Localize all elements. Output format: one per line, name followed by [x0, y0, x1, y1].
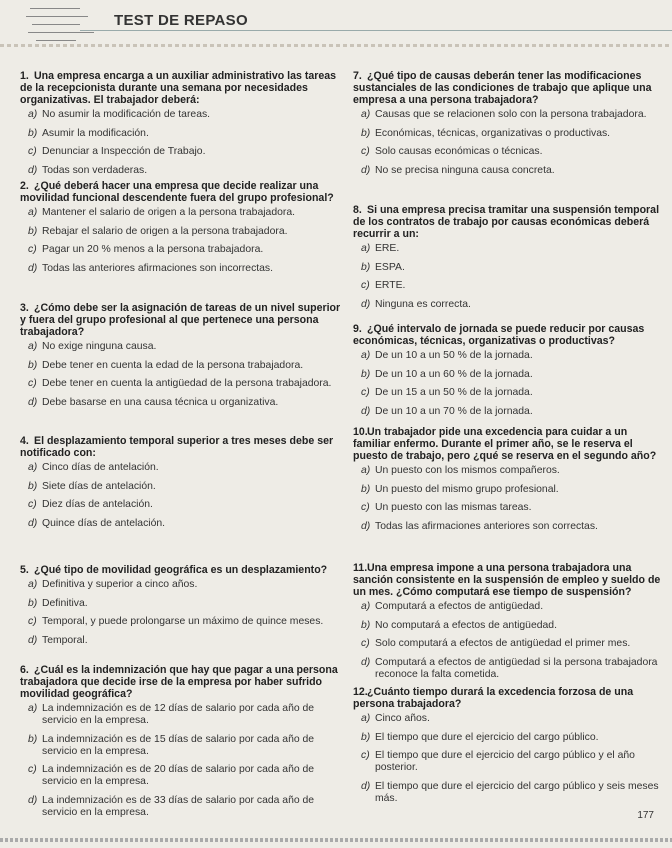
- option-text: Definitiva.: [42, 597, 88, 609]
- answer-option: [28, 109, 345, 121]
- option-letter: d): [361, 656, 371, 668]
- answer-option: [28, 378, 345, 390]
- option-text: De un 10 a un 60 % de la jornada.: [375, 368, 533, 380]
- answer-option: [28, 616, 345, 628]
- answer-options: [20, 579, 345, 647]
- answer-option: [28, 635, 345, 647]
- question-text: [353, 70, 665, 106]
- answer-options: [353, 109, 665, 177]
- option-text: Debe basarse en una causa técnica u organizativa.: [42, 396, 279, 408]
- option-letter: a): [28, 462, 38, 473]
- answer-option: [28, 499, 345, 511]
- option-letter: b): [361, 619, 371, 631]
- option-letter: a): [361, 109, 371, 120]
- answer-option: [361, 750, 665, 774]
- option-text: Un puesto del mismo grupo profesional.: [375, 483, 559, 495]
- option-text: La indemnización es de 33 días de salario por cada año de servicio en la empresa.: [42, 794, 315, 818]
- question-4: [20, 435, 345, 536]
- option-text: ERTE.: [375, 280, 406, 291]
- answer-option: [361, 657, 665, 681]
- header-divider: [0, 44, 672, 47]
- option-text: La indemnización es de 12 días de salario por cada año de servicio en la empresa.: [42, 703, 315, 726]
- answer-option: [28, 481, 345, 493]
- option-letter: c): [28, 244, 37, 255]
- option-text: Todas son verdaderas.: [42, 164, 148, 176]
- question-prompt: Un trabajador pide una excedencia para cuidar a un familiar enfermo. Durante el primer año, se le reserva el puesto de trabajo, pero ¿qué se reserva en el segundo año?: [353, 426, 657, 462]
- option-letter: c): [361, 502, 370, 513]
- header: [0, 0, 672, 48]
- answer-option: [361, 165, 665, 177]
- question-prompt: Si una empresa precisa tramitar una suspensión temporal de los contratos de trabajo por causas económicas deberá recurrir a un:: [353, 204, 660, 240]
- option-letter: a): [28, 703, 38, 714]
- option-text: Definitiva y superior a cinco años.: [42, 579, 198, 590]
- answer-option: [361, 350, 665, 362]
- option-letter: c): [28, 499, 37, 510]
- option-letter: d): [28, 396, 38, 408]
- option-letter: b): [28, 359, 38, 371]
- option-letter: c): [361, 280, 370, 291]
- option-text: Temporal.: [42, 634, 88, 646]
- option-letter: a): [361, 601, 371, 612]
- option-text: El tiempo que dure el ejercicio del cargo público y seis meses más.: [375, 780, 659, 804]
- option-text: Mantener el salario de origen a la persona trabajadora.: [42, 207, 295, 218]
- answer-option: [361, 465, 665, 477]
- option-letter: a): [361, 713, 371, 724]
- answer-option: [361, 713, 665, 725]
- question-number: 5.: [20, 564, 29, 576]
- answer-option: [361, 521, 665, 533]
- answer-options: [20, 341, 345, 409]
- option-letter: d): [28, 164, 38, 176]
- option-letter: b): [28, 127, 38, 139]
- answer-option: [28, 146, 345, 158]
- question-9: [353, 323, 665, 424]
- answer-option: [28, 462, 345, 474]
- option-text: Quince días de antelación.: [42, 517, 166, 529]
- option-text: La indemnización es de 20 días de salario por cada año de servicio en la empresa.: [42, 764, 315, 787]
- option-text: Debe tener en cuenta la antigüedad de la persona trabajadora.: [42, 378, 332, 389]
- question-text: [353, 686, 665, 710]
- option-letter: c): [28, 764, 37, 775]
- option-text: Debe tener en cuenta la edad de la persona trabajadora.: [42, 359, 304, 371]
- option-letter: a): [28, 579, 38, 590]
- answer-option: [361, 781, 665, 805]
- option-text: Un puesto con las mismas tareas.: [375, 502, 532, 513]
- option-text: Causas que se relacionen solo con la persona trabajadora.: [375, 109, 647, 120]
- answer-option: [28, 518, 345, 530]
- option-text: El tiempo que dure el ejercicio del cargo público.: [375, 731, 599, 743]
- question-2: [20, 180, 345, 281]
- option-text: ESPA.: [375, 261, 405, 273]
- option-text: Asumir la modificación.: [42, 127, 149, 139]
- option-letter: b): [361, 127, 371, 139]
- option-text: Solo computará a efectos de antigüedad el primer mes.: [375, 638, 631, 649]
- question-number: 4.: [20, 435, 29, 447]
- answer-option: [28, 128, 345, 140]
- answer-option: [361, 128, 665, 140]
- answer-option: [28, 207, 345, 219]
- question-6: [20, 664, 345, 825]
- option-letter: b): [361, 483, 371, 495]
- page-title: TEST DE REPASO: [114, 12, 248, 29]
- question-number: 6.: [20, 664, 29, 676]
- answer-options: [353, 350, 665, 418]
- answer-options: [353, 465, 665, 533]
- answer-option: [361, 638, 665, 650]
- option-letter: a): [361, 350, 371, 361]
- option-text: Computará a efectos de antigüedad.: [375, 601, 544, 612]
- option-text: No exige ninguna causa.: [42, 341, 157, 352]
- option-text: No computará a efectos de antigüedad.: [375, 619, 557, 631]
- option-letter: a): [28, 109, 38, 120]
- option-letter: d): [28, 794, 38, 806]
- header-rule: [80, 30, 672, 31]
- answer-option: [361, 732, 665, 744]
- option-letter: d): [28, 262, 38, 274]
- option-letter: c): [28, 378, 37, 389]
- option-letter: c): [361, 638, 370, 649]
- answer-option: [361, 484, 665, 496]
- answer-option: [361, 387, 665, 399]
- question-10: [353, 426, 665, 539]
- option-letter: a): [361, 243, 371, 254]
- answer-option: [361, 502, 665, 514]
- question-3: [20, 302, 345, 415]
- answer-option: [361, 299, 665, 311]
- question-text: [20, 180, 345, 204]
- question-number: 1.: [20, 70, 29, 82]
- option-text: Cinco años.: [375, 713, 430, 724]
- answer-option: [28, 360, 345, 372]
- decorative-lines-icon: [26, 2, 106, 46]
- question-prompt: ¿Qué tipo de causas deberán tener las modificaciones sustanciales de las condiciones de trabajo que aplique una empresa a una persona trabajadora?: [353, 70, 652, 106]
- answer-option: [361, 243, 665, 255]
- option-letter: c): [361, 146, 370, 157]
- question-text: [353, 562, 665, 598]
- question-12: [353, 686, 665, 811]
- answer-options: [20, 207, 345, 275]
- option-text: Ninguna es correcta.: [375, 298, 471, 310]
- footer-divider: [0, 838, 672, 842]
- answer-option: [28, 703, 345, 727]
- option-letter: d): [361, 520, 371, 532]
- answer-option: [361, 406, 665, 418]
- option-letter: d): [28, 634, 38, 646]
- option-text: No asumir la modificación de tareas.: [42, 109, 211, 120]
- answer-option: [28, 734, 345, 758]
- answer-option: [28, 165, 345, 177]
- answer-option: [28, 341, 345, 353]
- question-prompt: El desplazamiento temporal superior a tres meses debe ser notificado con:: [20, 435, 334, 459]
- option-text: Solo causas económicas o técnicas.: [375, 146, 543, 157]
- question-text: [20, 435, 345, 459]
- question-number: 11.: [353, 562, 368, 574]
- answer-option: [361, 262, 665, 274]
- answer-options: [20, 462, 345, 530]
- option-text: Todas las afirmaciones anteriores son correctas.: [375, 520, 598, 532]
- answer-option: [361, 369, 665, 381]
- option-text: Pagar un 20 % menos a la persona trabajadora.: [42, 244, 264, 255]
- question-number: 7.: [353, 70, 362, 82]
- option-letter: d): [361, 298, 371, 310]
- question-number: 12.: [353, 686, 368, 698]
- question-prompt: ¿Qué tipo de movilidad geográfica es un desplazamiento?: [34, 564, 328, 576]
- option-letter: d): [361, 164, 371, 176]
- answer-option: [361, 146, 665, 158]
- answer-option: [361, 109, 665, 121]
- answer-option: [28, 397, 345, 409]
- option-letter: c): [361, 387, 370, 398]
- option-text: Todas las anteriores afirmaciones son incorrectas.: [42, 262, 274, 274]
- option-text: Computará a efectos de antigüedad si la persona trabajadora reconoce la falta cometida.: [375, 656, 658, 680]
- option-letter: d): [361, 405, 371, 417]
- question-prompt: ¿Cómo debe ser la asignación de tareas de un nivel superior y fuera del grupo profesional al que pertenece una persona trabajadora?: [20, 302, 341, 338]
- option-text: La indemnización es de 15 días de salario por cada año de servicio en la empresa.: [42, 733, 315, 757]
- question-1: [20, 70, 345, 183]
- option-text: ERE.: [375, 243, 400, 254]
- option-text: De un 10 a un 70 % de la jornada.: [375, 405, 533, 417]
- answer-option: [361, 280, 665, 292]
- question-text: [353, 426, 665, 462]
- answer-option: [28, 795, 345, 819]
- answer-option: [28, 244, 345, 256]
- question-text: [353, 204, 665, 240]
- answer-option: [361, 620, 665, 632]
- option-text: No se precisa ninguna causa concreta.: [375, 164, 555, 176]
- question-prompt: ¿Cuánto tiempo durará la excedencia forzosa de una persona trabajadora?: [353, 686, 634, 710]
- answer-options: [353, 601, 665, 681]
- question-text: [20, 70, 345, 106]
- answer-options: [353, 713, 665, 805]
- option-letter: a): [28, 341, 38, 352]
- answer-option: [28, 764, 345, 788]
- option-letter: c): [361, 750, 370, 761]
- option-letter: d): [361, 780, 371, 792]
- question-text: [20, 664, 345, 700]
- option-text: Cinco días de antelación.: [42, 462, 159, 473]
- option-text: De un 15 a un 50 % de la jornada.: [375, 387, 533, 398]
- option-text: Temporal, y puede prolongarse un máximo de quince meses.: [42, 616, 324, 627]
- option-letter: c): [28, 146, 37, 157]
- answer-option: [28, 263, 345, 275]
- question-prompt: Una empresa encarga a un auxiliar administrativo las tareas de la recepcionista durante una semana por necesidades organizativas. El trabajador deberá:: [20, 70, 337, 106]
- option-letter: b): [361, 731, 371, 743]
- answer-options: [20, 703, 345, 819]
- answer-options: [353, 243, 665, 311]
- option-letter: c): [28, 616, 37, 627]
- question-number: 10.: [353, 426, 368, 438]
- question-text: [20, 564, 345, 576]
- option-letter: b): [28, 733, 38, 745]
- question-prompt: ¿Qué deberá hacer una empresa que decide realizar una movilidad funcional descendente fuera del grupo profesional?: [20, 180, 334, 204]
- question-prompt: ¿Cuál es la indemnización que hay que pagar a una persona trabajadora que decide irse de la empresa por haber sufrido movilidad geográfica?: [20, 664, 338, 700]
- option-letter: a): [28, 207, 38, 218]
- question-7: [353, 70, 665, 183]
- option-text: De un 10 a un 50 % de la jornada.: [375, 350, 533, 361]
- option-letter: a): [361, 465, 371, 476]
- option-letter: d): [28, 517, 38, 529]
- answer-option: [28, 579, 345, 591]
- question-prompt: ¿Qué intervalo de jornada se puede reducir por causas económicas, técnicas, organizativas o productivas?: [353, 323, 645, 347]
- question-number: 3.: [20, 302, 29, 314]
- question-number: 9.: [353, 323, 362, 335]
- answer-options: [20, 109, 345, 177]
- option-text: Un puesto con los mismos compañeros.: [375, 465, 560, 476]
- question-5: [20, 564, 345, 653]
- answer-option: [361, 601, 665, 613]
- page-number: 177: [637, 810, 654, 821]
- question-prompt: Una empresa impone a una persona trabajadora una sanción consistente en la suspensión de empleo y sueldo de un mes. ¿Cómo computará ese tiempo de suspensión?: [353, 562, 661, 598]
- option-letter: b): [28, 480, 38, 492]
- answer-option: [28, 598, 345, 610]
- question-text: [353, 323, 665, 347]
- option-letter: b): [361, 368, 371, 380]
- question-number: 8.: [353, 204, 362, 216]
- option-text: Siete días de antelación.: [42, 480, 156, 492]
- option-text: El tiempo que dure el ejercicio del cargo público y el año posterior.: [375, 750, 635, 773]
- question-11: [353, 562, 665, 687]
- option-text: Denunciar a Inspección de Trabajo.: [42, 146, 206, 157]
- question-8: [353, 204, 665, 317]
- option-letter: b): [361, 261, 371, 273]
- question-number: 2.: [20, 180, 29, 192]
- option-letter: b): [28, 597, 38, 609]
- option-text: Rebajar el salario de origen a la persona trabajadora.: [42, 225, 288, 237]
- option-letter: b): [28, 225, 38, 237]
- answer-option: [28, 226, 345, 238]
- question-text: [20, 302, 345, 338]
- option-text: Diez días de antelación.: [42, 499, 153, 510]
- option-text: Económicas, técnicas, organizativas o productivas.: [375, 127, 611, 139]
